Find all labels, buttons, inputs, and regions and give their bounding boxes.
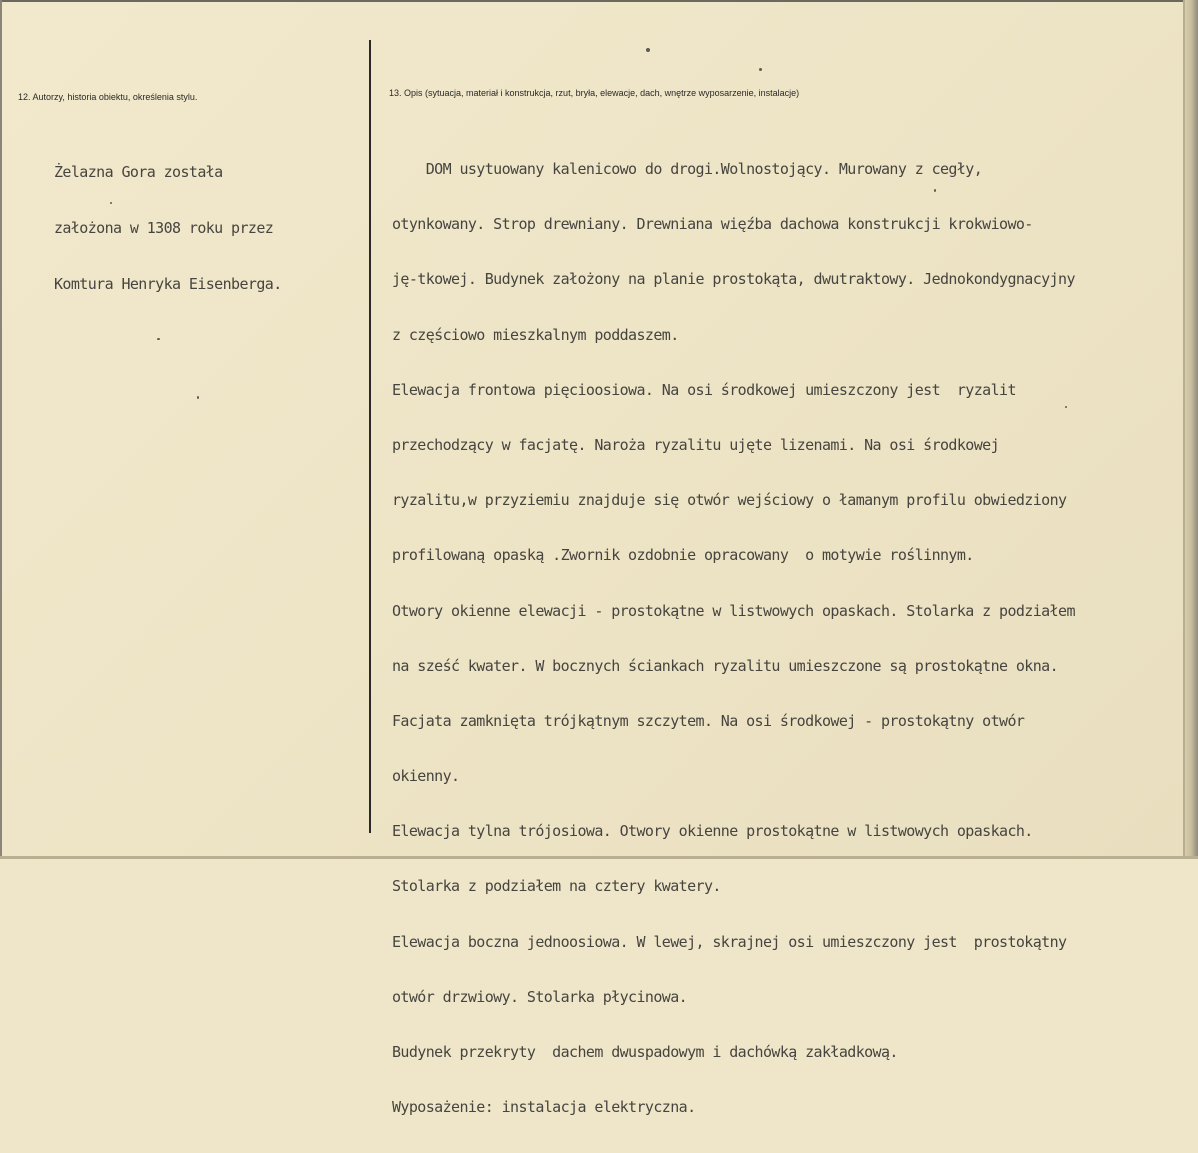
section-12-line: Żelazna Gora została bbox=[54, 163, 223, 181]
paper-speck bbox=[934, 189, 936, 192]
section-13-line: Elewacja boczna jednoosiowa. W lewej, skrajnej osi umieszczony jest prostokątny bbox=[392, 932, 1067, 951]
section-13-line: Facjata zamknięta trójkątnym szczytem. Na osi środkowej - prostokątny otwór bbox=[392, 711, 1025, 730]
section-13-line: Wyposażenie: instalacja elektryczna. bbox=[392, 1098, 696, 1117]
section-13-line: ryzalitu,w przyziemiu znajduje się otwór wejściowy o łamanym profilu obwiedziony bbox=[392, 491, 1067, 510]
section-13-line: Stolarka z podziałem na cztery kwatery. bbox=[392, 877, 721, 896]
section-13-line: na sześć kwater. W bocznych ściankach ryzalitu umieszczone są prostokątne okna. bbox=[392, 656, 1059, 675]
section-13-line: przechodzący w facjatę. Naroża ryzalitu ujęte lizenami. Na osi środkowej bbox=[392, 435, 1000, 454]
paper-speck bbox=[197, 396, 199, 399]
paper-speck bbox=[110, 202, 112, 204]
card-right-crease bbox=[1183, 0, 1185, 859]
section-13-text bbox=[392, 124, 1075, 1153]
section-13-line: otynkowany. Strop drewniany. Drewniana więźba dachowa konstrukcji krokwiowo- bbox=[392, 215, 1033, 234]
paper-speck bbox=[646, 48, 650, 52]
section-13-line: ję-tkowej. Budynek założony na planie prostokąta, dwutraktowy. Jednokondygnacyjny bbox=[392, 270, 1075, 289]
section-13-line: profilowaną opaską .Zwornik ozdobnie opracowany o motywie roślinnym. bbox=[392, 546, 974, 565]
paper-speck bbox=[1065, 406, 1067, 408]
section-13-line: Budynek przekryty dachem dwuspadowym i dachówką zakładkową. bbox=[392, 1043, 898, 1061]
section-12-heading: 12. Autorzy, historia obiektu, określenia stylu. bbox=[18, 92, 198, 102]
section-13-line: z częściowo mieszkalnym poddaszem. bbox=[392, 325, 679, 344]
section-13-heading: 13. Opis (sytuacja, materiał i konstrukcja, rzut, bryła, elewacje, dach, wnętrze wyposarzenie, instalacje) bbox=[389, 88, 800, 98]
section-13-line: Elewacja frontowa pięcioosiowa. Na osi środkowej umieszczony jest ryzalit bbox=[392, 380, 1016, 399]
section-12-line: Komtura Henryka Eisenberga. bbox=[54, 275, 282, 293]
card-left-edge bbox=[0, 0, 2, 859]
section-13-line: DOM usytuowany kalenicowo do drogi.Wolnostojący. Murowany z cegły, bbox=[392, 160, 983, 178]
section-13-line: otwór drzwiowy. Stolarka płycinowa. bbox=[392, 987, 688, 1006]
paper-speck bbox=[759, 68, 762, 71]
column-divider bbox=[369, 40, 371, 833]
paper-speck bbox=[157, 338, 160, 340]
section-13-line: Otwory okienne elewacji - prostokątne w listwowych opaskach. Stolarka z podziałem bbox=[392, 601, 1075, 620]
section-13-line: Elewacja tylna trójosiowa. Otwory okienne prostokątne w listwowych opaskach. bbox=[392, 822, 1033, 841]
section-12-line: założona w 1308 roku przez bbox=[54, 219, 274, 237]
card-right-edge bbox=[1184, 0, 1198, 859]
card-top-edge bbox=[0, 0, 1198, 2]
section-12-text bbox=[54, 126, 282, 330]
section-13-line: okienny. bbox=[392, 767, 460, 786]
